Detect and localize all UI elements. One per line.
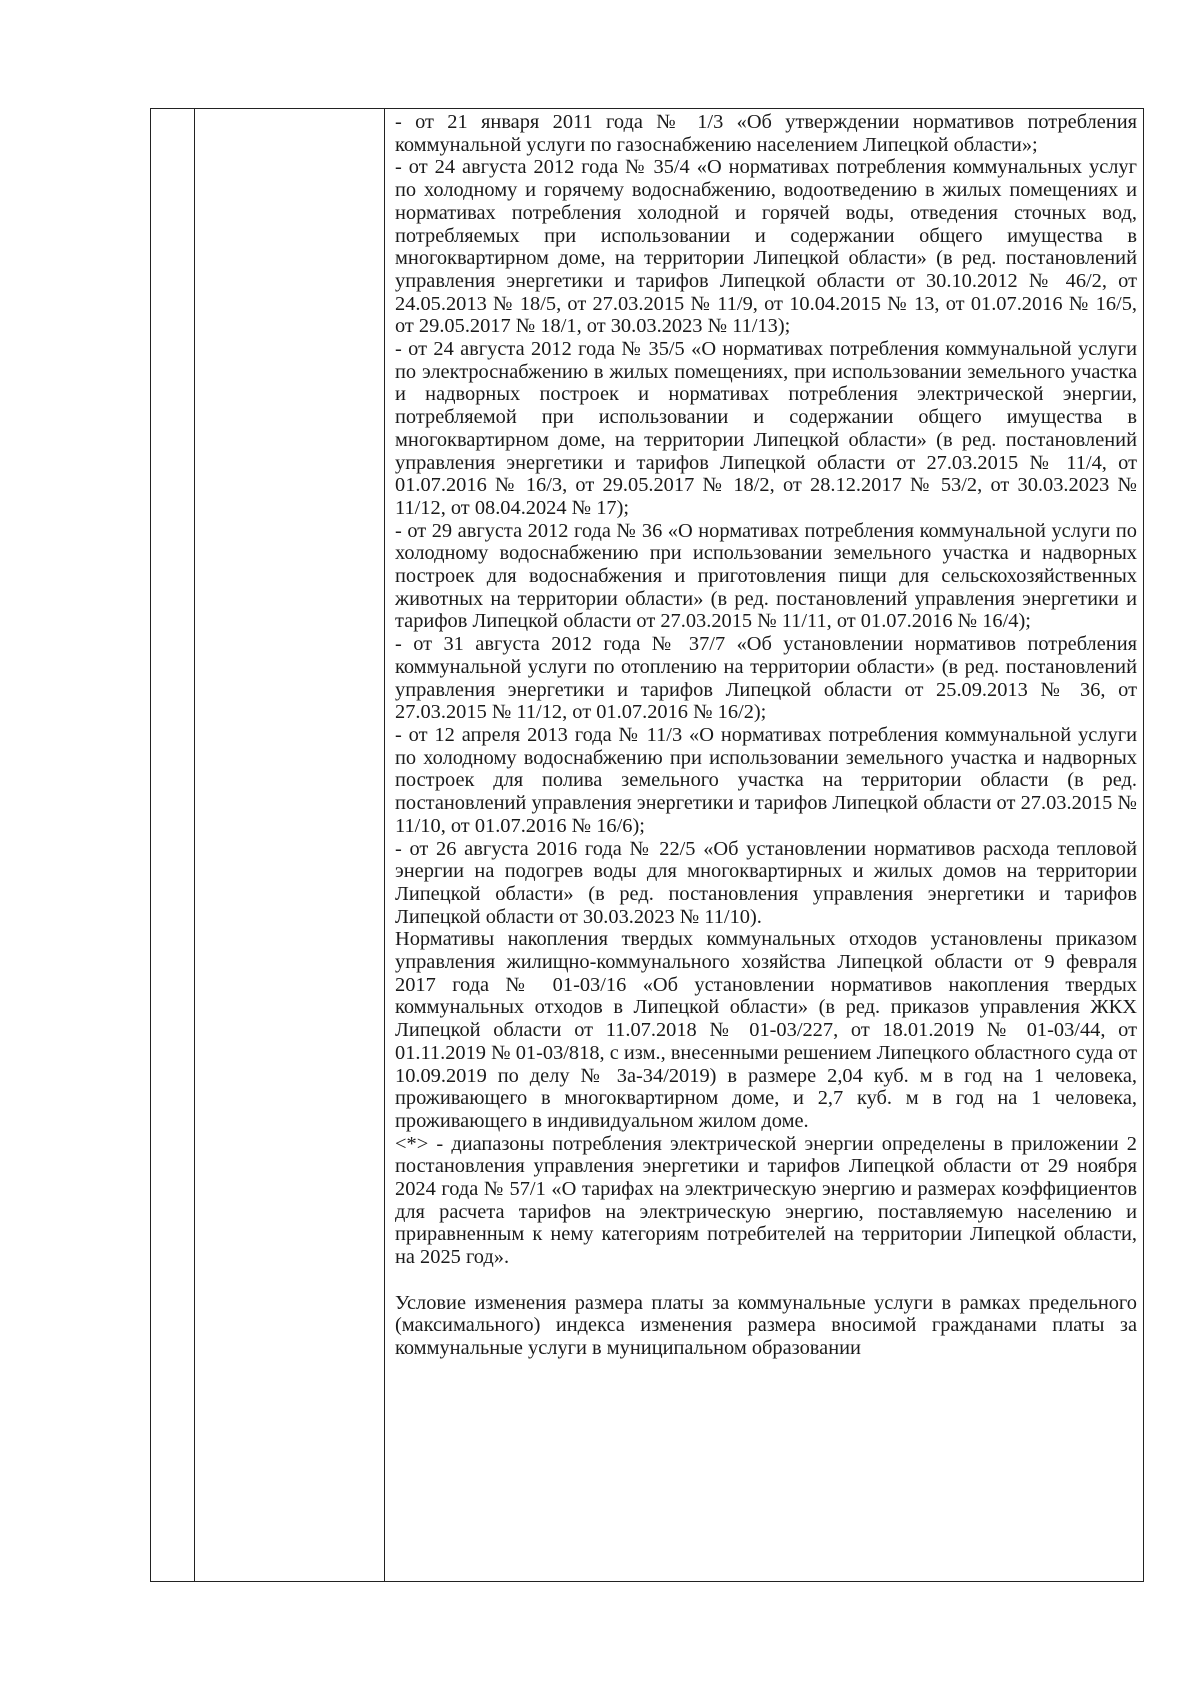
paragraph-irrigation-norms: - от 12 апреля 2013 года № 11/3 «О нормативах потребления коммунальной услуги по холодному водоснабжению при использовании земельного участка и надворных построек для полива земельного участка на территории области (в ред. постановлений управления энергетики и тарифов Липецкой области от 27.03.2015 № 11/10, от 01.07.2016 № 16/6); [395,723,1137,837]
paragraph-waste-norms: Нормативы накопления твердых коммунальных отходов установлены приказом управления жилищно-коммунального хозяйства Липецкой области от 9 февраля 2017 года № 01-03/16 «Об установлении нормативов накопления твердых коммунальных отходов в Липецкой области» (в ред. приказов управления ЖКХ Липецкой области от 11.07.2018 № 01-03/227, от 18.01.2019 № 01-03/44, от 01.11.2019 № 01-03/818, с изм., внесенными решением Липецкого областного суда от 10.09.2019 по делу № 3а-34/2019) в размере 2,04 куб. м в год на 1 человека, проживающего в многоквартирном доме, и 2,7 куб. м в год на 1 человека, проживающего в индивидуальном жилом доме. [395,928,1137,1132]
paragraph-livestock-water-norms: - от 29 августа 2012 года № 36 «О нормативах потребления коммунальной услуги по холодному водоснабжению при использовании земельного участка и надворных построек для водоснабжения и приготовления пищи для сельскохозяйственных животных на территории области» (в ред. постановлений управления энергетики и тарифов Липецкой области от 27.03.2015 № 11/11, от 01.07.2016 № 16/4); [395,519,1137,633]
paragraph-electricity-norms: - от 24 августа 2012 года № 35/5 «О нормативах потребления коммунальной услуги по электроснабжению в жилых помещениях, при использовании земельного участка и надворных построек и нормативах потребления электрической энергии, потребляемой при использовании и содержании общего имущества в многоквартирном доме, на территории Липецкой области» (в ред. постановлений управления энергетики и тарифов Липецкой области от 27.03.2015 № 11/4, от 01.07.2016 № 16/3, от 29.05.2017 № 18/2, от 28.12.2017 № 53/2, от 30.03.2023 № 11/12, от 08.04.2024 № 17); [395,338,1137,519]
table-column-number [151,109,195,1581]
table-column-name [195,109,385,1581]
paragraph-water-norms: - от 24 августа 2012 года № 35/4 «О нормативах потребления коммунальных услуг по холодному и горячему водоснабжению, водоотведению в жилых помещениях и нормативах потребления холодной и горячей воды, отведения сточных вод, потребляемых при использовании и содержании общего имущества в многоквартирном доме, на территории Липецкой области» (в ред. постановлений управления энергетики и тарифов Липецкой области от 30.10.2012 № 46/2, от 24.05.2013 № 18/5, от 27.03.2015 № 11/9, от 10.04.2015 № 13, от 01.07.2016 № 16/5, от 29.05.2017 № 18/1, от 30.03.2023 № 11/13); [395,156,1137,338]
paragraph-heating-norms: - от 31 августа 2012 года № 37/7 «Об установлении нормативов потребления коммунальной услуги по отоплению на территории области» (в ред. постановлений управления энергетики и тарифов Липецкой области от 25.09.2013 № 36, от 27.03.2015 № 11/12, от 01.07.2016 № 16/2); [395,633,1137,724]
paragraph-payment-condition: Условие изменения размера платы за коммунальные услуги в рамках предельного (максимального) индекса изменения размера вносимой гражданами платы за коммунальные услуги в муниципальном образовании [395,1291,1137,1359]
table-column-content [385,109,1143,1581]
paragraph-hot-water-heat-norms: - от 26 августа 2016 года № 22/5 «Об установлении нормативов расхода тепловой энергии на подогрев воды для многоквартирных и жилых домов на территории Липецкой области» (в ред. постановления управления энергетики и тарифов Липецкой области от 30.03.2023 № 11/10). [395,837,1137,928]
paragraph-spacer [395,1269,1137,1292]
paragraph-gas-norms: - от 21 января 2011 года № 1/3 «Об утверждении нормативов потребления коммунальной услуги по газоснабжению населением Липецкой области»; [395,111,1137,156]
paragraph-footnote: <*> - диапазоны потребления электрической энергии определены в приложении 2 постановления управления энергетики и тарифов Липецкой области от 29 ноября 2024 года № 57/1 «О тарифах на электрическую энергию и размерах коэффициентов для расчета тарифов на электрическую энергию, поставляемую населению и приравненным к нему категориям потребителей на территории Липецкой области, на 2025 год». [395,1132,1137,1269]
document-table [150,108,1144,1582]
